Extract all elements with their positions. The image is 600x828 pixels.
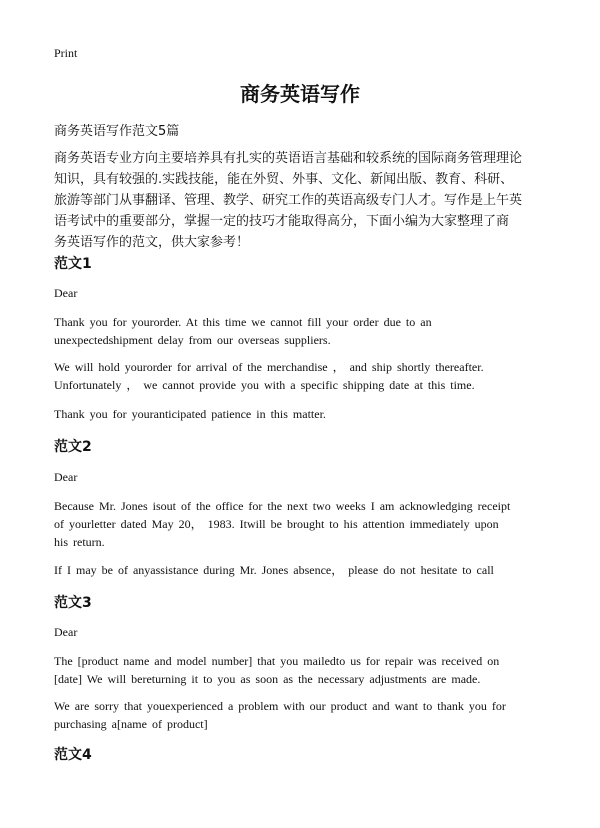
paragraph-line: his return. <box>54 535 105 549</box>
print-label: Print <box>54 46 78 60</box>
paragraph-line: Dear <box>54 470 78 484</box>
paragraph-line: Thank you for youranticipated patience in this matter. <box>54 407 326 421</box>
document-title: 商务英语写作 <box>240 82 360 106</box>
letter-paragraph <box>54 313 554 349</box>
intro-line: 商务英语专业方向主要培养具有扎实的英语语言基础和较系统的国际商务管理理论 <box>54 151 523 166</box>
paragraph-line: purchasing a[name of product] <box>54 717 208 731</box>
letter-paragraph <box>54 623 554 641</box>
paragraph-line: Dear <box>54 286 78 300</box>
intro-line: 务英语写作的范文，供大家参考！ <box>54 235 250 250</box>
paragraph-line: Unfortunately ， we cannot provide you with a specific shipping date at this time. <box>54 378 475 392</box>
letter-paragraph <box>54 358 554 394</box>
letter-paragraph <box>54 497 554 551</box>
section-heading: 范文4 <box>54 747 92 763</box>
document-subtitle: 商务英语写作范文5篇 <box>54 124 180 139</box>
intro-line: 知识，具有较强的.实践技能，能在外贸、外事、文化、新闻出版、教育、科研、 <box>54 172 514 187</box>
letter-paragraph <box>54 284 554 302</box>
paragraph-line: The [product name and model number] that you mailedto us for repair was received on <box>54 654 500 668</box>
section-heading: 范文3 <box>54 595 92 611</box>
section-heading: 范文1 <box>54 256 92 272</box>
intro-paragraph <box>54 148 554 253</box>
letter-paragraph <box>54 468 554 486</box>
intro-line: 旅游等部门从事翻译、管理、教学、研究工作的英语高级专门人才。写作是上午英 <box>54 193 523 208</box>
intro-line: 语考试中的重要部分，掌握一定的技巧才能取得高分，下面小编为大家整理了商 <box>54 214 510 229</box>
paragraph-line: Because Mr. Jones isout of the office for the next two weeks I am acknowledging receipt <box>54 499 511 513</box>
paragraph-line: We are sorry that youexperienced a problem with our product and want to thank you for <box>54 699 506 713</box>
paragraph-line: unexpectedshipment delay from our overseas suppliers. <box>54 333 331 347</box>
letter-paragraph <box>54 652 554 688</box>
paragraph-line: of yourletter dated May 20， 1983. Itwill be brought to his attention immediately upon <box>54 517 499 531</box>
letter-paragraph <box>54 561 554 579</box>
paragraph-line: If I may be of anyassistance during Mr. Jones absence， please do not hesitate to call <box>54 563 494 577</box>
paragraph-line: Thank you for yourorder. At this time we cannot fill your order due to an <box>54 315 432 329</box>
letter-paragraph <box>54 697 554 733</box>
section-heading: 范文2 <box>54 439 92 455</box>
paragraph-line: [date] We will bereturning it to you as soon as the necessary adjustments are made. <box>54 672 481 686</box>
letter-paragraph <box>54 405 554 423</box>
paragraph-line: We will hold yourorder for arrival of the merchandise ， and ship shortly thereafter. <box>54 360 484 374</box>
paragraph-line: Dear <box>54 625 78 639</box>
